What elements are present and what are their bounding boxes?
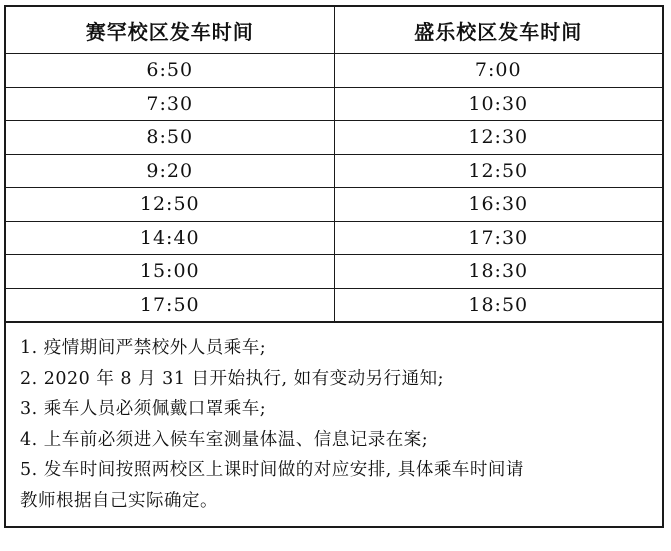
saihan-time-cell: 8:50 [6, 121, 334, 155]
saihan-time-cell: 7:30 [6, 87, 334, 121]
shengle-time-cell: 10:30 [334, 87, 662, 121]
table-row [6, 255, 662, 289]
note-item: 1. 疫情期间严禁校外人员乘车; [20, 338, 267, 358]
table-row [6, 188, 662, 222]
saihan-time-cell: 9:20 [6, 154, 334, 188]
shengle-time-cell: 18:50 [334, 288, 662, 322]
table-row [6, 121, 662, 155]
notes-section [6, 322, 662, 526]
note-item: 2. 2020 年 8 月 31 日开始执行, 如有变动另行通知; [20, 368, 445, 389]
departure-times-table [6, 7, 662, 322]
table-header-row [6, 7, 662, 54]
saihan-time-cell: 12:50 [6, 188, 334, 222]
table-row [6, 87, 662, 121]
saihan-time-cell: 6:50 [6, 54, 334, 88]
bus-schedule [4, 5, 664, 528]
shengle-time-cell: 12:30 [334, 121, 662, 155]
saihan-time-cell: 14:40 [6, 221, 334, 255]
table-row [6, 221, 662, 255]
saihan-time-cell: 17:50 [6, 288, 334, 322]
shengle-time-cell: 16:30 [334, 188, 662, 222]
shengle-time-cell: 18:30 [334, 255, 662, 289]
note-item: 4. 上车前必须进入候车室测量体温、信息记录在案; [20, 429, 429, 450]
shengle-time-cell: 17:30 [334, 221, 662, 255]
table-row [6, 288, 662, 322]
shengle-time-cell: 7:00 [334, 54, 662, 88]
table-row [6, 54, 662, 88]
note-item: 5. 发车时间按照两校区上课时间做的对应安排, 具体乘车时间请 [20, 460, 524, 480]
shengle-time-cell: 12:50 [334, 154, 662, 188]
shengle-campus-header: 盛乐校区发车时间 [334, 7, 662, 54]
saihan-campus-header: 赛罕校区发车时间 [6, 7, 334, 54]
note-item: 教师根据自己实际确定。 [20, 490, 218, 511]
table-row [6, 154, 662, 188]
note-item: 3. 乘车人员必须佩戴口罩乘车; [20, 399, 267, 419]
saihan-time-cell: 15:00 [6, 255, 334, 289]
